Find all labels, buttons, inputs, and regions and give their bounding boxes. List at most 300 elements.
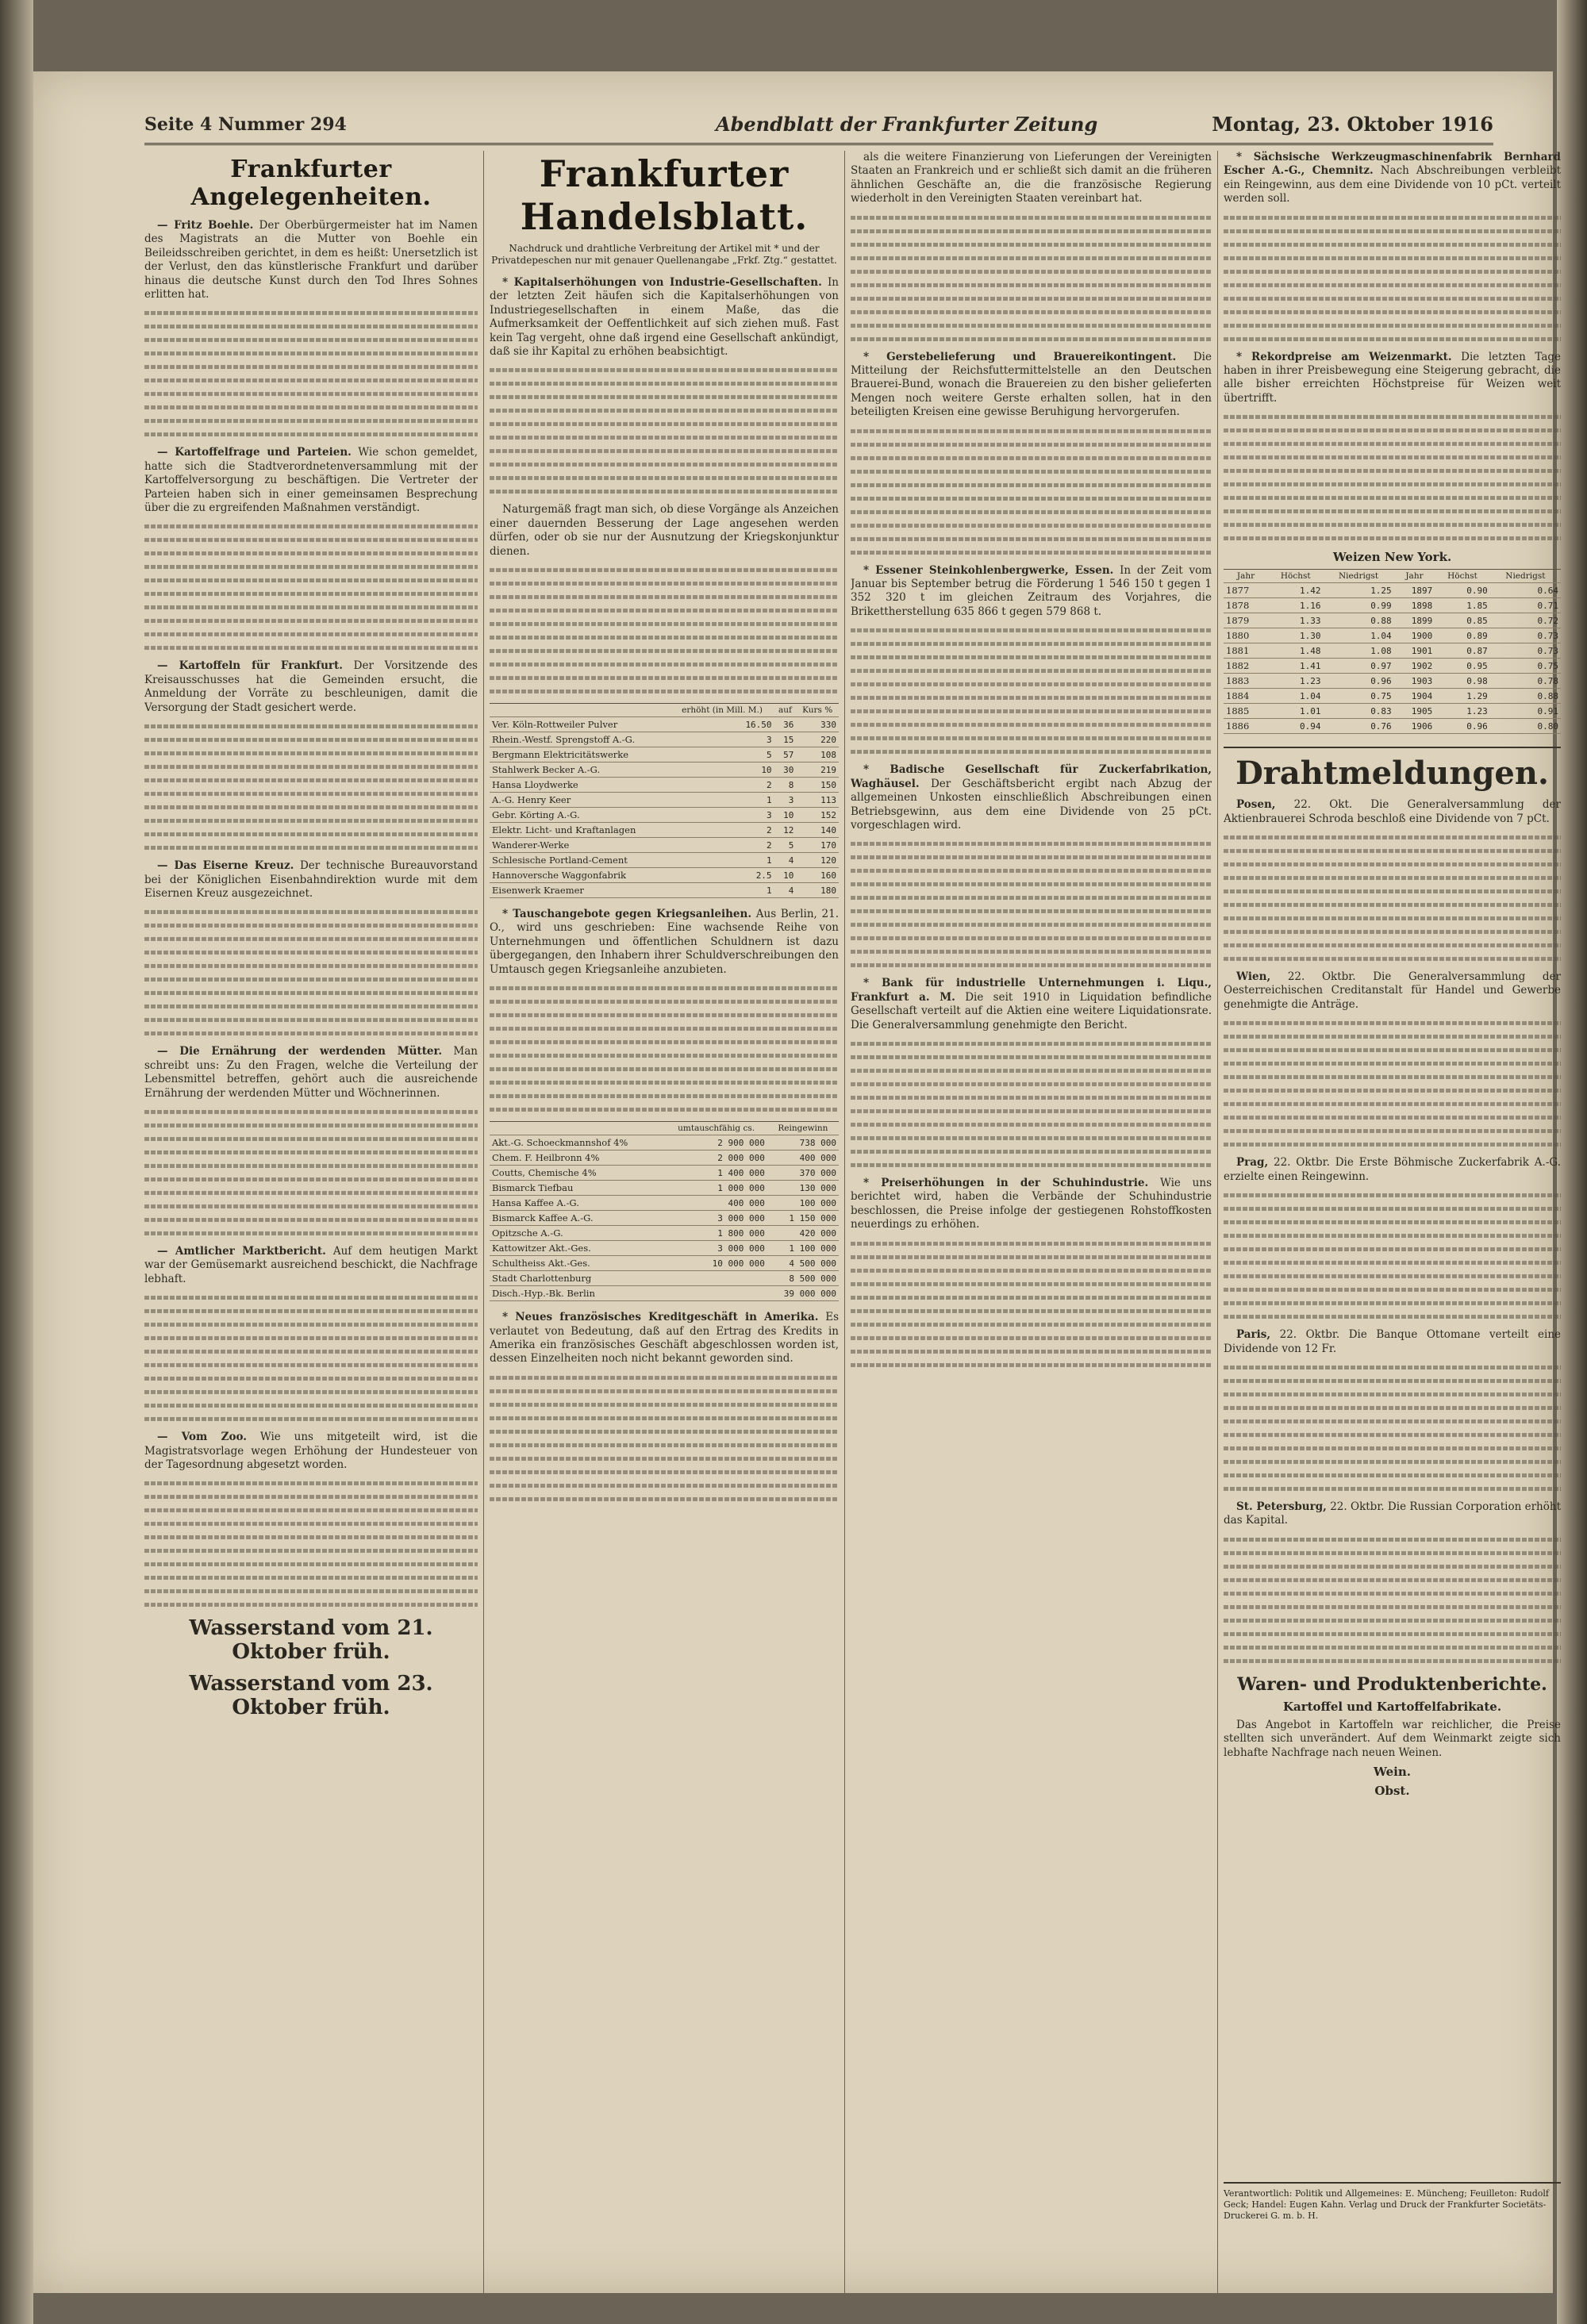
text-line [490,395,839,399]
article-headline: * Neues französisches Kreditgeschäft in Amerika. [502,1311,819,1324]
text-line [144,311,478,315]
text-line [1224,270,1561,274]
text-line [144,819,478,823]
table-cell: 1 [671,883,774,898]
text-texture [1224,1538,1561,1663]
article-paragraph [144,659,478,715]
article-text: 22. Oktbr. Die Erste Böhmische Zuckerfabrik A.-G. erzielte einen Reingewinn. [1224,1156,1561,1183]
text-line [1224,297,1561,301]
text-line [851,923,1212,927]
article-paragraph [144,1245,478,1286]
text-line [490,409,839,413]
table-cell: 130 000 [767,1181,839,1196]
text-line [1224,1288,1561,1292]
article-text: als die weitere Finanzierung von Lieferungen der Vereinigten Staaten an Frankreich und er schließt sich damit an die früheren ähnlichen Geschäfte an, die die französische Regierung wiederholt in den Vereinigten Staaten vereinbart hat. [851,151,1212,206]
column-handelsblatt [490,151,839,2293]
article-paragraph [1224,1328,1561,1356]
text-line [1224,1446,1561,1450]
text-texture [144,910,478,1035]
text-line [1224,415,1561,419]
text-line [851,443,1212,447]
text-line [851,429,1212,433]
text-line [851,297,1212,301]
table-cell: 1900 [1394,628,1435,643]
text-line [851,1123,1212,1127]
text-line [851,963,1212,967]
text-line [1224,1075,1561,1079]
table-row [490,1150,839,1166]
text-line [490,1081,839,1085]
text-line [1224,1619,1561,1623]
text-line [490,1484,839,1488]
text-line [851,869,1212,873]
table-cell: 10 [774,868,797,883]
text-texture [1224,1366,1561,1491]
table-cell: Hansa Lloydwerke [490,778,671,793]
text-line [144,1231,478,1235]
text-line [851,669,1212,673]
article-text: Man schreibt uns: Zu den Fragen, welche die Verteilung der Lebensmittel betreffen, gehört auch die ausreichende Ernährung der werdenden Mütter und Wöchnerinnen. [144,1045,478,1100]
table-cell: 0.94 [1268,719,1323,734]
text-texture [851,842,1212,967]
text-line [851,1136,1212,1140]
text-line [851,1350,1212,1354]
article-headline: — Vom Zoo. [157,1431,247,1444]
table-cell: 0.72 [1490,613,1561,628]
article-headline: * Sächsische Werkzeugmaschinenfabrik Bernhard Escher A.-G., Chemnitz. [1224,151,1561,178]
text-line [1224,1565,1561,1569]
text-line [144,538,478,542]
text-line [144,765,478,769]
table-cell: 10 [671,763,774,778]
table-cell: 36 [774,717,797,732]
table-cell: 2.5 [671,868,774,883]
article-headline: St. Petersburg, [1236,1500,1327,1513]
text-line [1224,1261,1561,1265]
text-line [144,924,478,928]
text-line [1224,1487,1561,1491]
text-line [851,642,1212,646]
price-table-title: Weizen New York. [1332,550,1452,565]
table-cell: 1904 [1394,689,1435,704]
text-line [1224,1315,1561,1319]
text-line [851,1096,1212,1100]
newspaper-page [33,71,1561,2293]
section-title: Frankfurter Angelegenheiten. [190,156,432,211]
article-headline: Wien, [1236,970,1271,984]
text-line [851,337,1212,341]
article-paragraph [851,977,1212,1032]
table-cell: 1.30 [1268,628,1323,643]
text-line [490,1067,839,1071]
text-line [144,1508,478,1512]
table-cell: 5 [774,838,797,853]
table-cell: 1 [671,793,774,808]
table-cell: 1877 [1224,583,1268,598]
text-line [1224,1392,1561,1396]
text-line [144,937,478,941]
table-cell: 1883 [1224,674,1268,689]
table-cell: 0.87 [1435,643,1489,659]
table-cell: 30 [774,763,797,778]
table-row [490,1286,839,1301]
text-texture [1224,415,1561,540]
text-texture [851,429,1212,555]
table-cell: 1906 [1394,719,1435,734]
article-headline: — Die Ernährung der werdenden Mütter. [157,1045,443,1058]
text-line [1224,1062,1561,1066]
text-line [490,436,839,440]
text-texture [1224,216,1561,341]
wheat-price-table [1224,569,1561,734]
text-line [144,338,478,342]
text-line [144,351,478,355]
table-cell: 3 [671,732,774,747]
table-cell: 1881 [1224,643,1268,659]
table-cell: 0.73 [1490,643,1561,659]
table-cell: 0.98 [1435,674,1489,689]
table-cell: 4 [774,853,797,868]
article-paragraph [144,446,478,515]
text-line [144,778,478,782]
article-text: Es verlautet von Bedeutung, daß auf den Ertrag des Kredits in Amerika ein französisches Geschäft abgeschlossen worden ist, dessen Einzelheiten noch nicht bekannt geworden sind. [490,1311,839,1366]
potato-subtitle: Kartoffel und Kartoffelfabrikate. [1282,1699,1502,1714]
article-paragraph [144,219,478,302]
text-line [1224,930,1561,934]
table-cell: 1.29 [1435,689,1489,704]
table-cell: 0.76 [1323,719,1393,734]
text-line [1224,1605,1561,1609]
column-rule [844,151,845,2293]
text-texture [144,524,478,650]
article-headline: Prag, [1236,1156,1269,1170]
table-cell: 10 [774,808,797,823]
text-line [1224,943,1561,947]
table-cell: 400 000 [665,1196,767,1211]
article-headline: * Badische Gesellschaft für Zuckerfabrikation, Waghäusel. [851,763,1212,790]
text-line [1224,835,1561,839]
text-line [490,690,839,693]
text-line [1224,469,1561,473]
capital-increase-table [490,703,839,898]
table-cell: 120 [796,853,839,868]
text-line [144,724,478,728]
text-line [144,1150,478,1154]
text-line [144,1323,478,1327]
article-text: 22. Okt. Die Generalversammlung der Aktienbrauerei Schroda beschloß eine Dividende von 7 pCt. [1224,798,1561,825]
table-cell: 1 100 000 [767,1241,839,1256]
article-headline: — Amtlicher Marktbericht. [157,1244,326,1258]
text-line [1224,216,1561,220]
text-line [144,551,478,555]
text-line [851,256,1212,260]
commodity-text: Das Angebot in Kartoffeln war reichlicher, die Preise stellten sich unverändert. Auf dem Weinmarkt zeigte sich lebhafte Nachfrage nach neuen Weinen. [1224,1718,1561,1759]
text-line [144,1535,478,1539]
table-cell: Bergmann Elektricitätswerke [490,747,671,763]
column-rule [483,151,484,2293]
table-cell: Ver. Köln-Rottweiler Pulver [490,717,671,732]
article-paragraph [144,1431,478,1472]
table-cell: Opitzsche A.-G. [490,1226,665,1241]
article-headline: * Rekordpreise am Weizenmarkt. [1236,350,1452,363]
text-line [144,1417,478,1421]
text-line [144,1296,478,1300]
text-texture [851,628,1212,754]
table-header: Jahr [1224,570,1268,583]
table-header [490,704,671,717]
text-line [1224,1102,1561,1106]
text-line [490,368,839,372]
text-line [851,1269,1212,1273]
water-level-title: Wasserstand vom 21. Oktober früh. [189,1616,433,1665]
text-line [144,805,478,809]
text-line [851,551,1212,555]
page-binding-left [0,0,33,2324]
text-line [851,243,1212,247]
text-line [144,964,478,968]
text-line [851,470,1212,474]
table-cell: 2 [671,778,774,793]
text-line [490,1430,839,1434]
text-line [144,1495,478,1499]
text-line [1224,1473,1561,1477]
text-line [851,896,1212,900]
table-header: erhöht (in Mill. M.) [671,704,774,717]
text-texture [490,1376,839,1501]
text-line [490,622,839,626]
text-line [144,1137,478,1141]
table-cell: 1899 [1394,613,1435,628]
text-line [1224,903,1561,907]
table-row [490,1256,839,1271]
text-line [851,628,1212,632]
text-line [1224,916,1561,920]
text-line [490,1108,839,1112]
text-line [144,1589,478,1593]
text-line [1224,523,1561,527]
table-cell: 1.16 [1268,598,1323,613]
text-line [1224,1048,1561,1052]
table-cell: 1878 [1224,598,1268,613]
table-cell: 170 [796,838,839,853]
text-line [144,1576,478,1580]
text-line [144,524,478,528]
table-cell: 1905 [1394,704,1435,719]
text-line [1224,243,1561,247]
text-line [490,649,839,653]
masthead [144,111,1493,145]
text-texture [144,1296,478,1421]
text-line [1224,256,1561,260]
table-row [490,868,839,883]
table-cell: 39 000 000 [767,1286,839,1301]
article-headline: — Kartoffeln für Frankfurt. [157,659,343,673]
table-cell: 1.01 [1268,704,1323,719]
text-line [1224,1035,1561,1039]
table-cell: 15 [774,732,797,747]
text-line [1224,482,1561,486]
table-cell: 3 000 000 [665,1211,767,1226]
table-cell: 1 800 000 [665,1226,767,1241]
text-texture [490,986,839,1112]
issue-date: Montag, 23. Oktober 1916 [1212,113,1493,136]
imprint: Verantwortlich: Politik und Allgemeines: E. Müncheng; Feuilleton: Rudolf Geck; Handel: Eugen Kahn. Verlag und Druck der Frankfurter Societäts-Druckerei G. m. b. H. [1224,2182,1561,2222]
table-cell: 4 [774,883,797,898]
table-header: Niedrigst [1323,570,1393,583]
table-cell: 1.48 [1268,643,1323,659]
table-cell: 152 [796,808,839,823]
table-cell: 0.83 [1323,704,1393,719]
text-line [1224,1379,1561,1383]
table-cell: 1897 [1394,583,1435,598]
text-line [851,524,1212,528]
text-line [851,1255,1212,1259]
table-row [1224,628,1561,643]
table-row [490,1181,839,1196]
table-row [490,778,839,793]
text-line [1224,889,1561,893]
text-line [1224,1592,1561,1596]
text-line [490,1470,839,1474]
table-cell: 2 [671,838,774,853]
table-row [490,763,839,778]
table-cell: 1 400 000 [665,1166,767,1181]
text-line [1224,1207,1561,1211]
article-text: 22. Oktbr. Die Banque Ottomane verteilt eine Dividende von 12 Fr. [1224,1328,1561,1355]
article-text: Aus Berlin, 21. O., wird uns geschrieben: Eine wachsende Reihe von Unternehmungen und öffentlichen Schuldnern ist dazu übergegangen, den Inhabern ihrer Schuldverschreibungen den Umtausch gegen Kriegsanleihe anzubieten. [490,908,839,976]
text-line [490,636,839,640]
text-line [1224,536,1561,540]
table-header: Höchst [1435,570,1489,583]
text-texture [1224,1193,1561,1319]
column-rule [1217,151,1218,2293]
text-line [1224,283,1561,287]
table-cell: 3 [671,808,774,823]
text-line [1224,957,1561,961]
text-line [851,842,1212,846]
text-line [1224,1406,1561,1410]
table-row [490,732,839,747]
article-text: Wie uns mitgeteilt wird, ist die Magistratsvorlage wegen Erhöhung der Hundesteuer von der Tagesordnung abgesetzt worden. [144,1431,478,1471]
article-paragraph [490,908,839,977]
text-line [144,632,478,636]
text-line [490,1000,839,1004]
column-wire-reports [1224,151,1561,2293]
table-cell: 1.23 [1268,674,1323,689]
table-header: Reingewinn [767,1122,839,1135]
table-row [490,1166,839,1181]
text-line [144,565,478,569]
table-row [1224,598,1561,613]
text-line [851,855,1212,859]
table-cell: Kattowitzer Akt.-Ges. [490,1241,665,1256]
table-cell: 2 900 000 [665,1135,767,1150]
table-cell: 1.04 [1268,689,1323,704]
table-row [1224,659,1561,674]
text-line [851,483,1212,487]
text-line [490,1497,839,1501]
table-row [1224,719,1561,734]
table-cell: 10 000 000 [665,1256,767,1271]
table-row [1224,613,1561,628]
table-row [490,1135,839,1150]
article-paragraph [490,276,839,359]
text-texture [490,368,839,494]
text-line [490,1040,839,1044]
table-cell: 1903 [1394,674,1435,689]
table-row [490,747,839,763]
text-line [144,1005,478,1008]
text-line [851,696,1212,700]
text-line [851,1363,1212,1367]
text-line [1224,1538,1561,1542]
text-line [490,595,839,599]
table-cell: 1.04 [1323,628,1393,643]
article-headline: * Essener Steinkohlenbergwerke, Essen. [863,563,1114,577]
table-row [1224,643,1561,659]
table-cell: Bismarck Tiefbau [490,1181,665,1196]
text-line [1224,337,1561,341]
table-cell: 219 [796,763,839,778]
text-line [1224,1646,1561,1650]
table-cell: 0.80 [1490,719,1561,734]
newspaper-name: Abendblatt der Frankfurter Zeitung [716,113,1098,136]
table-cell: 1.25 [1323,583,1393,598]
table-cell: Elektr. Licht- und Kraftanlagen [490,823,671,838]
text-line [1224,1220,1561,1224]
commodity-reports-title: Waren- und Produktenberichte. [1237,1673,1547,1695]
text-line [1224,1021,1561,1025]
text-line [1224,1089,1561,1093]
text-line [144,1204,478,1208]
table-cell: 57 [774,747,797,763]
table-cell: 0.85 [1435,613,1489,628]
table-cell: 1.08 [1323,643,1393,659]
wire-reports-title: Drahtmeldungen. [1224,747,1561,792]
table-cell: Schultheiss Akt.-Ges. [490,1256,665,1271]
text-texture [1224,835,1561,961]
text-line [144,846,478,850]
text-line [490,676,839,680]
article-text: Die letzten Tage haben in ihrer Preisbewegung eine Steigerung gebracht, die alle bisher erreichten Höchstpreise für Weizen weit übertrifft. [1224,350,1561,405]
text-line [144,605,478,609]
text-line [1224,876,1561,880]
table-cell: 0.64 [1490,583,1561,598]
text-line [144,1177,478,1181]
text-line [1224,496,1561,500]
article-paragraph [1224,1500,1561,1528]
article-paragraph [1224,970,1561,1012]
column-local-news [144,151,478,2293]
table-cell: 1879 [1224,613,1268,628]
table-cell: 1.33 [1268,613,1323,628]
text-line [851,1055,1212,1059]
article-headline: * Gerstebelieferung und Brauereikontingent. [863,350,1177,363]
table-cell: 420 000 [767,1226,839,1241]
table-cell: Eisenwerk Kraemer [490,883,671,898]
text-line [144,405,478,409]
table-cell: 2 000 000 [665,1150,767,1166]
table-cell: 0.99 [1323,598,1393,613]
text-line [490,1389,839,1393]
text-line [851,1163,1212,1167]
text-line [1224,1659,1561,1663]
table-cell: Gebr. Körting A.-G. [490,808,671,823]
article-text: Auf dem heutigen Markt war der Gemüsemarkt ausreichend beschickt, die Nachfrage lebhaft. [144,1244,478,1285]
table-cell: 1 [671,853,774,868]
table-header: auf [774,704,797,717]
article-headline: * Bank für industrielle Unternehmungen i. Liqu., Frankfurt a. M. [851,977,1212,1004]
